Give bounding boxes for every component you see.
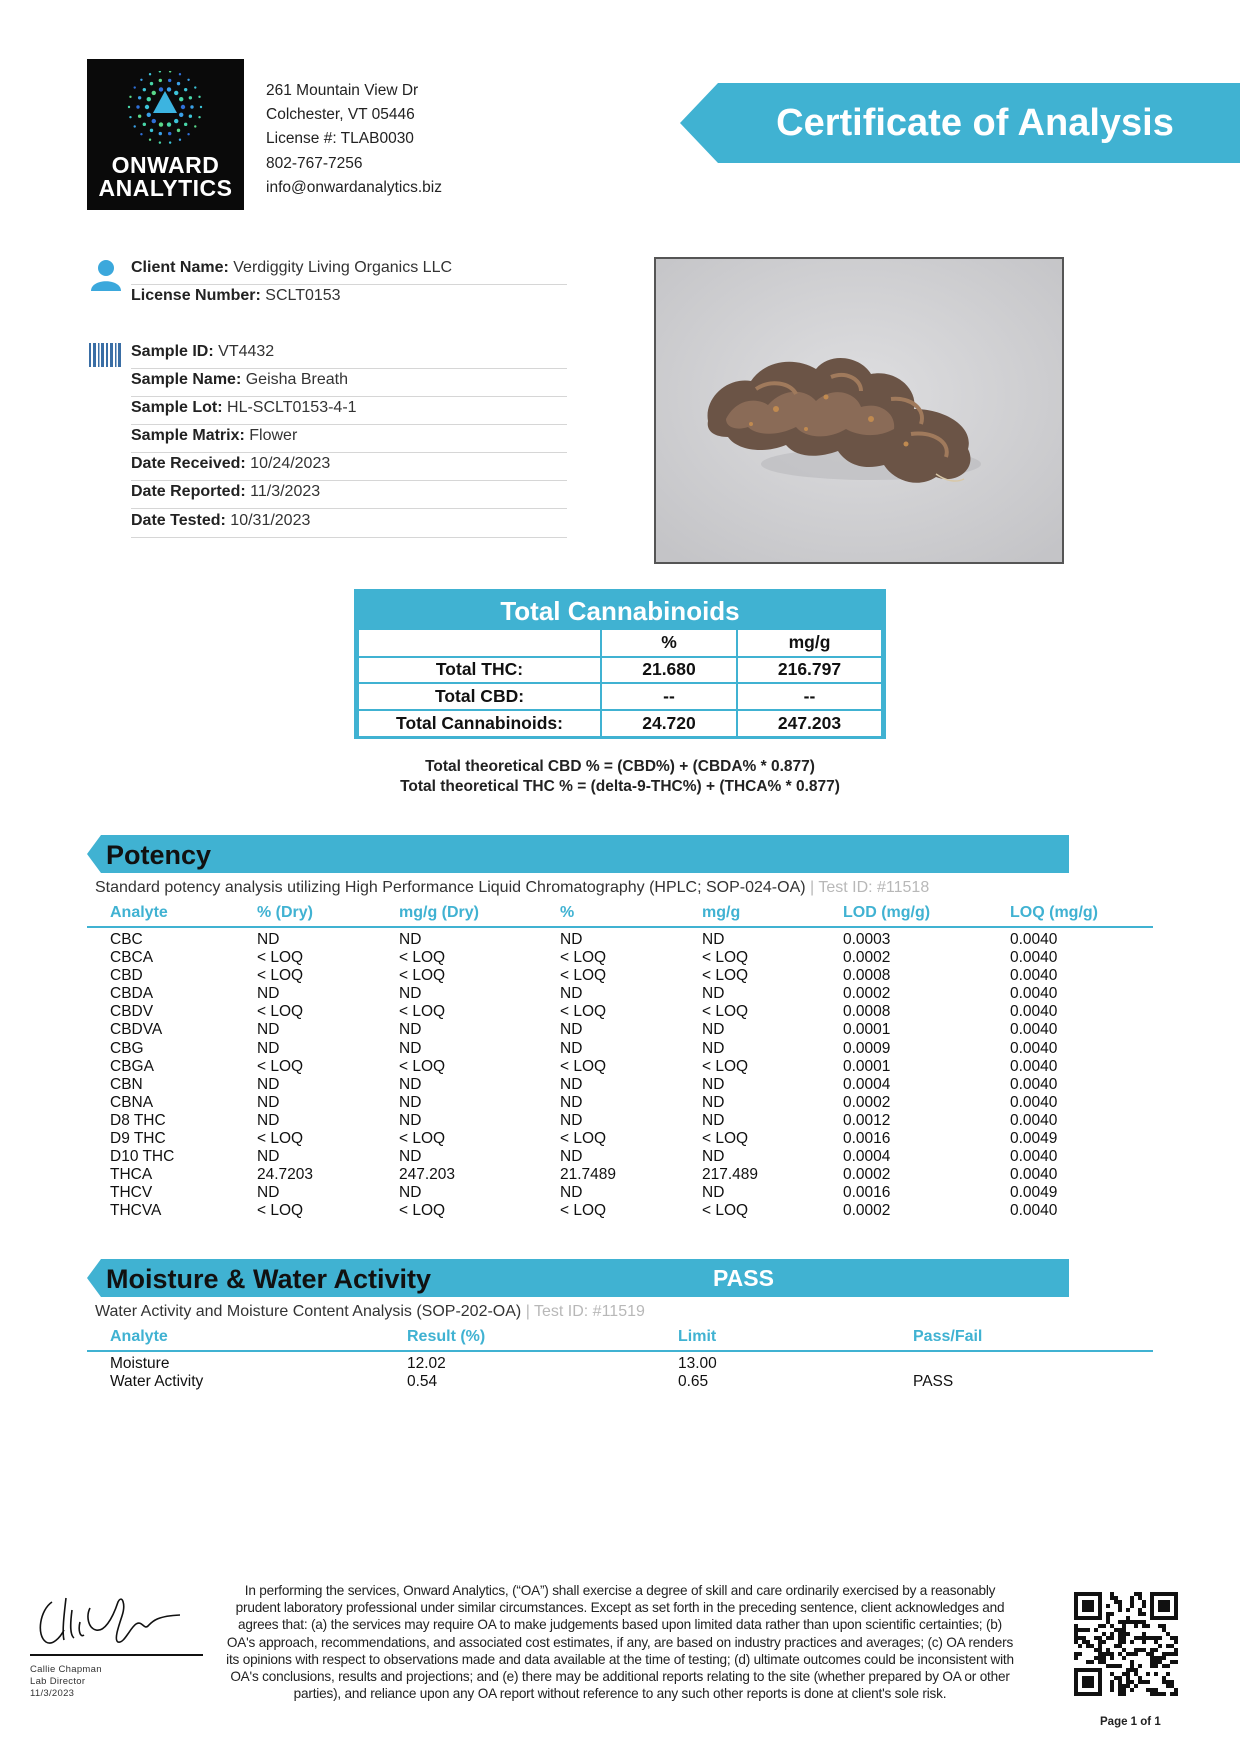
formula-notes <box>300 757 940 797</box>
col-pct-header: % <box>601 630 737 657</box>
address-street: 261 Mountain View Dr <box>266 82 419 99</box>
lod-cell: 0.0003 <box>843 931 891 948</box>
mg-dry-cell: < LOQ <box>399 1202 446 1220</box>
legal-disclaimer: In performing the services, Onward Analytics, (“OA”) shall exercise a degree of skill and care ordinarily exercised by a reasonably prudent laboratory professional under similar circumstances. Except as set forth in the preceding sentence, client acknowledges and agrees that: (a) the services may require OA to make judgements based upon limited data rather than upon scientific certainties; (b) OA's approach, recommendations, and associated cost estimates, if any, are based on industry practices and averages; (c) OA renders its opinions with respect to observations made and data available at the time of testing; (d) ultimate outcomes could be inconsistent with OA's conclusions, results and projections; and (e) there may be additional reports relating to the site (whether prepared by OA or other parties), and reliance upon any OA report without reference to any such other reports is done at client's sole risk. <box>226 1583 1014 1702</box>
brand-line-2: ANALYTICS <box>98 175 233 201</box>
total-cannabinoids-title: Total Cannabinoids <box>357 592 883 630</box>
analyte-cell: THCVA <box>110 1202 162 1220</box>
table-row <box>358 683 882 710</box>
mg-cell: < LOQ <box>702 1003 749 1021</box>
moisture-status: PASS <box>713 1265 774 1291</box>
formula-thc: Total theoretical THC % = (delta-9-THC%) + (THCA% * 0.877) <box>400 778 840 795</box>
total-cannabinoids-mg: 247.203 <box>737 710 882 737</box>
pct-dry-cell: < LOQ <box>257 1130 304 1148</box>
total-cannabinoids-table <box>354 589 886 739</box>
col-result: Result (%) <box>407 1328 486 1345</box>
analyte-cell: CBD <box>110 967 143 985</box>
mg-cell: ND <box>702 1021 725 1039</box>
lod-cell: 0.0004 <box>843 1148 891 1166</box>
client-name-value: Verdiggity Living Organics LLC <box>233 259 453 276</box>
analyte-cell: Water Activity <box>110 1373 204 1391</box>
sample-lot-value: HL-SCLT0153-4-1 <box>227 399 357 416</box>
table-row <box>87 1076 1153 1094</box>
pct-cell: < LOQ <box>560 1003 607 1021</box>
loq-cell: 0.0040 <box>1010 1039 1058 1057</box>
license-number-row <box>131 285 567 313</box>
table-row <box>87 1112 1153 1130</box>
mg-cell: < LOQ <box>702 1202 749 1220</box>
moisture-table-header <box>87 1328 1153 1352</box>
lod-cell: 0.0009 <box>843 1039 891 1057</box>
result-cell: 12.02 <box>407 1355 446 1372</box>
mg-cell: 217.489 <box>702 1166 759 1184</box>
sample-name-value: Geisha Breath <box>245 371 348 388</box>
date-tested-label: Date Tested: <box>131 512 226 529</box>
analyte-cell: CBDVA <box>110 1021 163 1039</box>
license-number-value: SCLT0153 <box>265 287 341 304</box>
table-row <box>87 1148 1153 1166</box>
pct-dry-cell: ND <box>257 931 280 948</box>
mg-dry-cell: ND <box>399 1093 422 1111</box>
pct-dry-cell: 24.7203 <box>257 1166 314 1184</box>
coa-title-banner <box>680 83 1240 163</box>
limit-cell: 13.00 <box>678 1355 717 1372</box>
moisture-test-id: | Test ID: #11519 <box>525 1303 645 1320</box>
sample-name-label: Sample Name: <box>131 371 242 388</box>
mg-dry-cell: ND <box>399 931 422 948</box>
lod-cell: 0.0002 <box>843 1093 891 1111</box>
table-row <box>87 1094 1153 1112</box>
mg-cell: < LOQ <box>702 949 749 967</box>
analyte-cell: D10 THC <box>110 1148 175 1166</box>
analyte-cell: CBN <box>110 1075 143 1093</box>
mg-cell: < LOQ <box>702 1130 749 1148</box>
mg-dry-cell: ND <box>399 1184 422 1202</box>
pct-dry-cell: < LOQ <box>257 1202 304 1220</box>
loq-cell: 0.0040 <box>1010 1021 1058 1039</box>
brand-line-1: ONWARD <box>111 152 220 178</box>
page-number: Page 1 of 1 <box>1100 1716 1161 1728</box>
sample-lot-row <box>131 397 567 425</box>
pct-cell: < LOQ <box>560 967 607 985</box>
total-cannabinoids-pct: 24.720 <box>601 710 737 737</box>
lod-cell: 0.0004 <box>843 1075 891 1093</box>
sample-lot-label: Sample Lot: <box>131 399 223 416</box>
analyte-cell: THCA <box>110 1166 153 1184</box>
pct-dry-cell: ND <box>257 1093 280 1111</box>
lod-cell: 0.0001 <box>843 1021 891 1039</box>
loq-cell: 0.0049 <box>1010 1184 1058 1202</box>
pct-cell: ND <box>560 1039 583 1057</box>
signer-block <box>30 1664 102 1700</box>
analyte-cell: CBG <box>110 1039 144 1057</box>
potency-table-body <box>87 931 1153 1221</box>
lab-phone: 802-767-7256 <box>266 154 363 172</box>
col-analyte: Analyte <box>110 904 168 921</box>
table-row <box>358 657 882 684</box>
moisture-banner <box>87 1259 1069 1297</box>
analyte-cell: CBNA <box>110 1093 154 1111</box>
lod-cell: 0.0012 <box>843 1111 891 1129</box>
pct-cell: ND <box>560 1184 583 1202</box>
mg-dry-cell: < LOQ <box>399 967 446 985</box>
mg-cell: ND <box>702 1111 725 1129</box>
sample-id-row <box>131 341 567 369</box>
pct-cell: < LOQ <box>560 1057 607 1075</box>
date-tested-row <box>131 510 567 538</box>
pct-dry-cell: ND <box>257 1111 280 1129</box>
license-number-label: License Number: <box>131 287 261 304</box>
table-row <box>87 967 1153 985</box>
analyte-cell: D8 THC <box>110 1111 166 1129</box>
date-reported-value: 11/3/2023 <box>250 483 321 500</box>
mg-dry-cell: < LOQ <box>399 1003 446 1021</box>
mg-cell: ND <box>702 1184 725 1202</box>
loq-cell: 0.0049 <box>1010 1130 1058 1148</box>
loq-cell: 0.0040 <box>1010 949 1058 967</box>
client-name-row <box>131 257 567 285</box>
pct-dry-cell: ND <box>257 985 280 1003</box>
lab-email: info@onwardanalytics.biz <box>266 178 442 196</box>
lod-cell: 0.0008 <box>843 1003 891 1021</box>
lod-cell: 0.0001 <box>843 1057 891 1075</box>
pct-dry-cell: < LOQ <box>257 949 304 967</box>
table-row <box>87 1021 1153 1039</box>
date-reported-row <box>131 481 567 509</box>
loq-cell: 0.0040 <box>1010 1166 1058 1184</box>
col-mg-header: mg/g <box>737 630 882 657</box>
header-blank <box>358 630 601 657</box>
date-received-value: 10/24/2023 <box>250 455 331 472</box>
mg-dry-cell: ND <box>399 1075 422 1093</box>
mg-dry-cell: ND <box>399 985 422 1003</box>
pct-cell: < LOQ <box>560 1130 607 1148</box>
table-row <box>87 949 1153 967</box>
sample-photo <box>654 257 1064 564</box>
potency-test-id: | Test ID: #11518 <box>810 879 930 896</box>
col-loq: LOQ (mg/g) <box>1010 904 1098 921</box>
signer-title: Lab Director <box>30 1676 86 1687</box>
signature-image <box>30 1580 190 1652</box>
analyte-cell: CBDA <box>110 985 154 1003</box>
mg-dry-cell: ND <box>399 1021 422 1039</box>
col-lod: LOD (mg/g) <box>843 904 931 921</box>
analyte-cell: CBGA <box>110 1057 154 1075</box>
mg-cell: < LOQ <box>702 1057 749 1075</box>
loq-cell: 0.0040 <box>1010 1075 1058 1093</box>
pct-cell: ND <box>560 1148 583 1166</box>
document-title: Certificate of Analysis <box>776 102 1174 144</box>
potency-title: Potency <box>106 840 212 870</box>
mg-cell: ND <box>702 985 725 1003</box>
analyte-cell: D9 THC <box>110 1130 166 1148</box>
lod-cell: 0.0008 <box>843 967 891 985</box>
table-row <box>87 1202 1153 1220</box>
potency-subtitle <box>95 879 929 897</box>
pass-fail-cell: PASS <box>913 1373 954 1391</box>
total-cbd-mg: -- <box>737 683 882 710</box>
sample-matrix-label: Sample Matrix: <box>131 427 245 444</box>
loq-cell: 0.0040 <box>1010 985 1058 1003</box>
date-received-label: Date Received: <box>131 455 246 472</box>
potency-table-header <box>87 904 1153 928</box>
table-row <box>87 985 1153 1003</box>
col-limit: Limit <box>678 1328 717 1345</box>
mg-dry-cell: ND <box>399 1039 422 1057</box>
flower-bud-image <box>656 259 1062 562</box>
limit-cell: 0.65 <box>678 1373 709 1391</box>
col-mg: mg/g <box>702 904 741 921</box>
col-pct: % <box>560 904 575 921</box>
loq-cell: 0.0040 <box>1010 1093 1058 1111</box>
col-pass-fail: Pass/Fail <box>913 1328 983 1345</box>
date-tested-value: 10/31/2023 <box>230 512 311 529</box>
analyte-cell: Moisture <box>110 1355 170 1372</box>
pct-cell: ND <box>560 1093 583 1111</box>
signature-line <box>30 1654 203 1656</box>
moisture-title: Moisture & Water Activity <box>106 1264 432 1294</box>
table-row <box>87 1373 1153 1391</box>
pct-dry-cell: ND <box>257 1075 280 1093</box>
mg-cell: ND <box>702 1075 725 1093</box>
date-received-row <box>131 453 567 481</box>
table-row <box>87 931 1153 949</box>
pct-cell: ND <box>560 1075 583 1093</box>
moisture-method: Water Activity and Moisture Content Analysis (SOP-202-OA) <box>95 1303 522 1320</box>
total-cbd-label: Total CBD: <box>358 683 601 710</box>
qr-code-icon[interactable] <box>1074 1592 1178 1696</box>
analyte-cell: THCV <box>110 1184 153 1202</box>
loq-cell: 0.0040 <box>1010 1057 1058 1075</box>
sample-matrix-value: Flower <box>249 427 298 444</box>
pct-dry-cell: < LOQ <box>257 967 304 985</box>
mg-cell: ND <box>702 1148 725 1166</box>
moisture-subtitle <box>95 1303 645 1321</box>
formula-cbd: Total theoretical CBD % = (CBD%) + (CBDA% * 0.877) <box>425 758 815 775</box>
logo-dots-icon <box>125 71 205 149</box>
loq-cell: 0.0040 <box>1010 1148 1058 1166</box>
pct-cell: < LOQ <box>560 949 607 967</box>
table-row <box>87 1058 1153 1076</box>
pct-cell: 21.7489 <box>560 1166 617 1184</box>
loq-cell: 0.0040 <box>1010 1202 1058 1220</box>
lab-address <box>266 79 442 200</box>
analyte-cell: CBC <box>110 931 143 948</box>
lod-cell: 0.0002 <box>843 1202 891 1220</box>
table-row <box>87 1040 1153 1058</box>
lod-cell: 0.0016 <box>843 1184 891 1202</box>
onward-analytics-logo <box>87 59 244 210</box>
pct-cell: ND <box>560 931 583 948</box>
total-thc-label: Total THC: <box>358 657 601 684</box>
mg-dry-cell: < LOQ <box>399 949 446 967</box>
loq-cell: 0.0040 <box>1010 1003 1058 1021</box>
sample-name-row <box>131 369 567 397</box>
total-cannabinoids-grid <box>357 630 883 736</box>
total-cannabinoids-label: Total Cannabinoids: <box>358 710 601 737</box>
analyte-cell: CBCA <box>110 949 154 967</box>
mg-dry-cell: < LOQ <box>399 1130 446 1148</box>
pct-cell: ND <box>560 1111 583 1129</box>
sample-id-value: VT4432 <box>218 343 275 360</box>
signer-date: 11/3/2023 <box>30 1688 75 1699</box>
lod-cell: 0.0016 <box>843 1130 891 1148</box>
signer-name: Callie Chapman <box>30 1664 102 1675</box>
potency-method: Standard potency analysis utilizing High Performance Liquid Chromatography (HPLC; SOP-024-OA) <box>95 879 806 896</box>
address-city: Colchester, VT 05446 <box>266 106 415 124</box>
lod-cell: 0.0002 <box>843 985 891 1003</box>
pct-dry-cell: ND <box>257 1039 280 1057</box>
lod-cell: 0.0002 <box>843 1166 891 1184</box>
loq-cell: 0.0040 <box>1010 1111 1058 1129</box>
sample-id-label: Sample ID: <box>131 343 214 360</box>
mg-dry-cell: 247.203 <box>399 1166 456 1184</box>
col-analyte: Analyte <box>110 1328 168 1345</box>
mg-dry-cell: ND <box>399 1148 422 1166</box>
client-name-label: Client Name: <box>131 259 229 276</box>
mg-cell: ND <box>702 931 725 948</box>
pct-dry-cell: ND <box>257 1184 280 1202</box>
mg-dry-cell: < LOQ <box>399 1057 446 1075</box>
result-cell: 0.54 <box>407 1373 438 1391</box>
pct-cell: ND <box>560 985 583 1003</box>
person-icon <box>89 258 123 292</box>
table-row <box>87 1130 1153 1148</box>
date-reported-label: Date Reported: <box>131 483 246 500</box>
loq-cell: 0.0040 <box>1010 931 1058 948</box>
total-thc-mg: 216.797 <box>737 657 882 684</box>
table-row <box>87 1184 1153 1202</box>
barcode-icon <box>89 343 121 367</box>
pct-dry-cell: < LOQ <box>257 1003 304 1021</box>
lod-cell: 0.0002 <box>843 949 891 967</box>
total-thc-pct: 21.680 <box>601 657 737 684</box>
mg-dry-cell: ND <box>399 1111 422 1129</box>
potency-banner <box>87 835 1069 873</box>
table-header-row <box>358 630 882 657</box>
pct-dry-cell: ND <box>257 1148 280 1166</box>
table-row <box>358 710 882 737</box>
table-row <box>87 1166 1153 1184</box>
total-cbd-pct: -- <box>601 683 737 710</box>
lab-license: License #: TLAB0030 <box>266 130 414 148</box>
banner-shape <box>87 835 1069 873</box>
pct-cell: ND <box>560 1021 583 1039</box>
loq-cell: 0.0040 <box>1010 967 1058 985</box>
pct-dry-cell: ND <box>257 1021 280 1039</box>
col-mg-dry: mg/g (Dry) <box>399 904 479 921</box>
sample-matrix-row <box>131 425 567 453</box>
moisture-table-body <box>87 1355 1153 1391</box>
pct-dry-cell: < LOQ <box>257 1057 304 1075</box>
analyte-cell: CBDV <box>110 1003 154 1021</box>
table-row <box>87 1355 1153 1373</box>
mg-cell: < LOQ <box>702 967 749 985</box>
table-row <box>87 1003 1153 1021</box>
pct-cell: < LOQ <box>560 1202 607 1220</box>
mg-cell: ND <box>702 1039 725 1057</box>
mg-cell: ND <box>702 1093 725 1111</box>
col-pct-dry: % (Dry) <box>257 904 314 921</box>
